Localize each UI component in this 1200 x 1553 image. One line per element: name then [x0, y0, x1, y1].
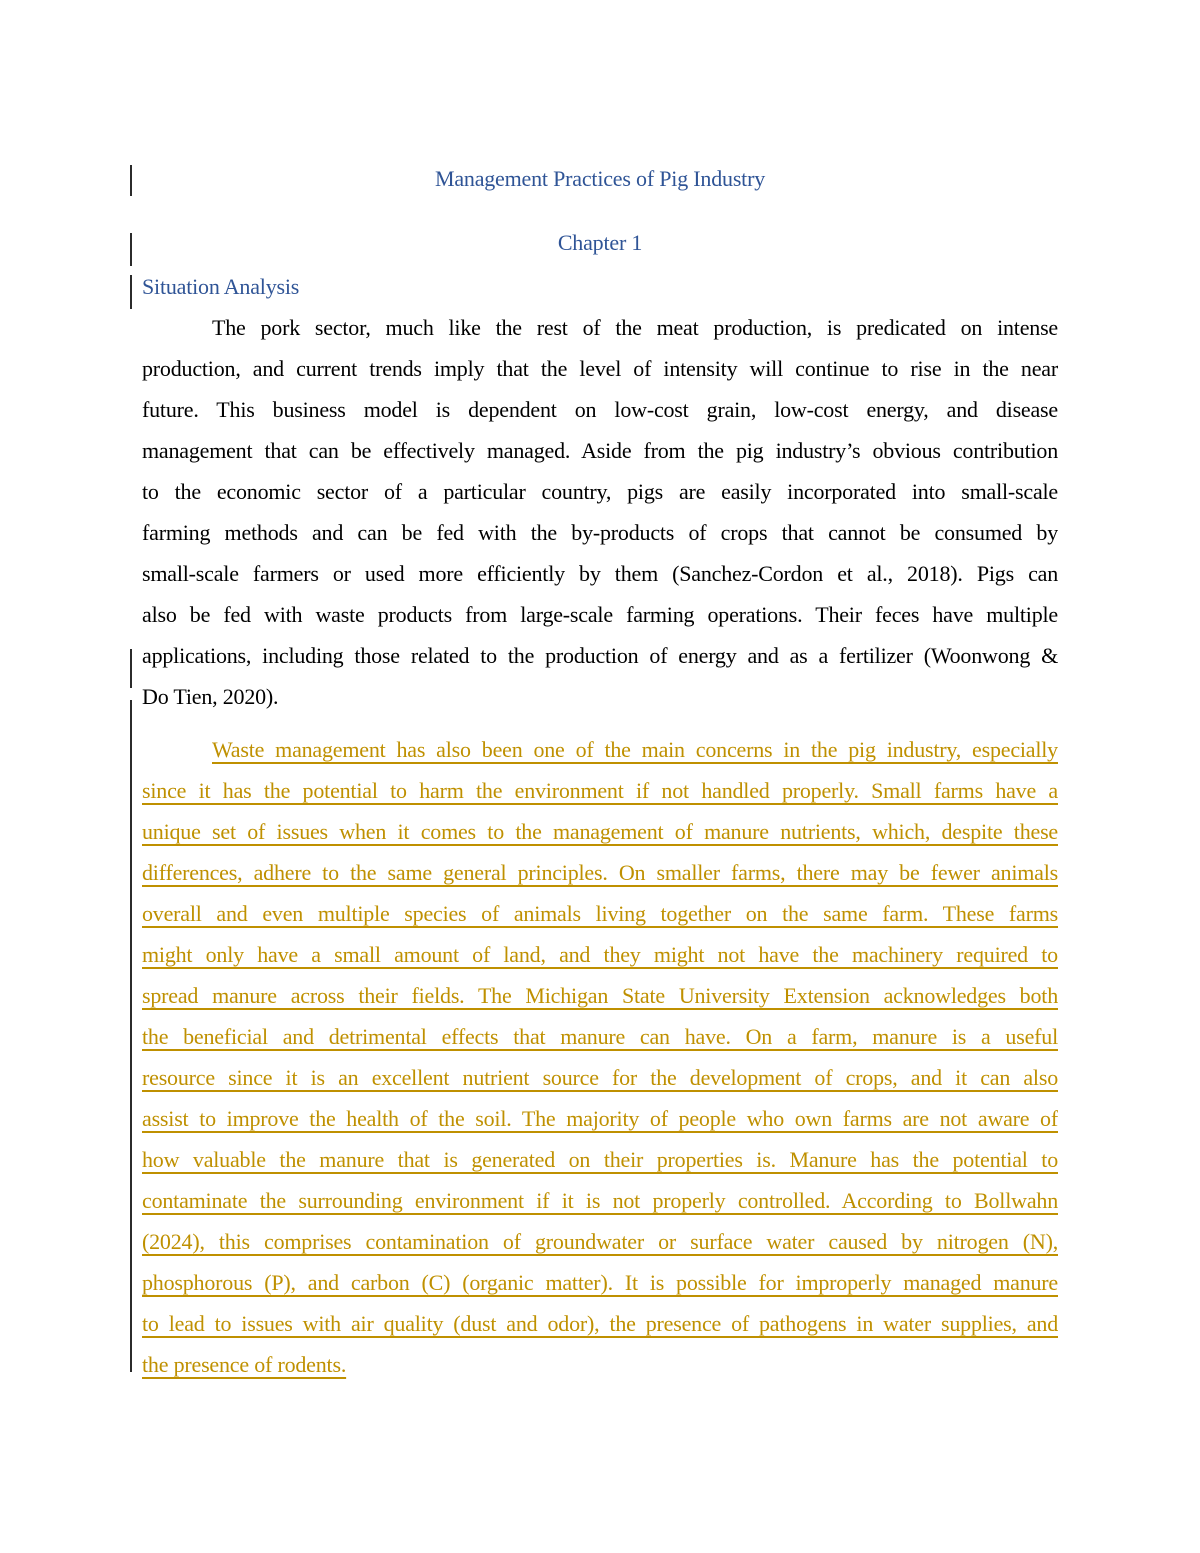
text-line: resource since it is an excellent nutrient source for the development of crops, and it can also [142, 1065, 1058, 1090]
text-line: future. This business model is dependent on low-cost grain, low-cost energy, and disease [142, 397, 1058, 422]
text-line: contaminate the surrounding environment if it is not properly controlled. According to Bollwahn [142, 1188, 1058, 1213]
text-line: production, and current trends imply that the level of intensity will continue to rise in the near [142, 356, 1058, 381]
text-line: unique set of issues when it comes to the management of manure nutrients, which, despite these [142, 819, 1058, 844]
chapter-heading: Chapter 1 [557, 230, 643, 255]
text-line: small-scale farmers or used more efficiently by them (Sanchez-Cordon et al., 2018). Pigs can [142, 561, 1058, 586]
document-title: Management Practices of Pig Industry [434, 166, 766, 191]
text-line: also be fed with waste products from large-scale farming operations. Their feces have multiple [142, 602, 1058, 627]
text-line: the presence of rodents. [142, 1352, 347, 1377]
text-line: Do Tien, 2020). [142, 684, 279, 709]
text-line: differences, adhere to the same general principles. On smaller farms, there may be fewer animals [142, 860, 1058, 885]
text-line: (2024), this comprises contamination of groundwater or surface water caused by nitrogen (N), [142, 1229, 1058, 1254]
text-line: farming methods and can be fed with the by-products of crops that cannot be consumed by [142, 520, 1058, 545]
text-line: Waste management has also been one of the main concerns in the pig industry, especially [212, 737, 1058, 762]
change-bar-paragraph-end [130, 649, 132, 688]
text-line: to lead to issues with air quality (dust and odor), the presence of pathogens in water supplies, and [142, 1311, 1058, 1336]
text-line: management that can be effectively managed. Aside from the pig industry’s obvious contribution [142, 438, 1058, 463]
text-line: applications, including those related to the production of energy and as a fertilizer (Woonwong & [142, 643, 1058, 668]
text-line: assist to improve the health of the soil. The majority of people who own farms are not aware of [142, 1106, 1058, 1131]
change-bar-section [130, 275, 132, 309]
text-line: The pork sector, much like the rest of the meat production, is predicated on intense [212, 315, 1058, 340]
text-line: how valuable the manure that is generated on their properties is. Manure has the potential to [142, 1147, 1058, 1172]
text-line: might only have a small amount of land, and they might not have the machinery required to [142, 942, 1058, 967]
change-bar-chapter [130, 233, 132, 266]
text-line: since it has the potential to harm the environment if not handled properly. Small farms have a [142, 778, 1058, 803]
text-line: spread manure across their fields. The Michigan State University Extension acknowledges both [142, 983, 1058, 1008]
text-line: phosphorous (P), and carbon (C) (organic matter). It is possible for improperly managed manure [142, 1270, 1058, 1295]
paragraph-inserted-tracked-change [142, 729, 1058, 1385]
text-line: the beneficial and detrimental effects that manure can have. On a farm, manure is a useful [142, 1024, 1058, 1049]
text-line: overall and even multiple species of animals living together on the same farm. These farms [142, 901, 1058, 926]
text-line: to the economic sector of a particular country, pigs are easily incorporated into small-scale [142, 479, 1058, 504]
change-bar-inserted-paragraph [130, 700, 132, 1372]
change-bar-title [130, 165, 132, 196]
section-heading: Situation Analysis [142, 274, 300, 299]
paragraph-intro [142, 307, 1058, 717]
